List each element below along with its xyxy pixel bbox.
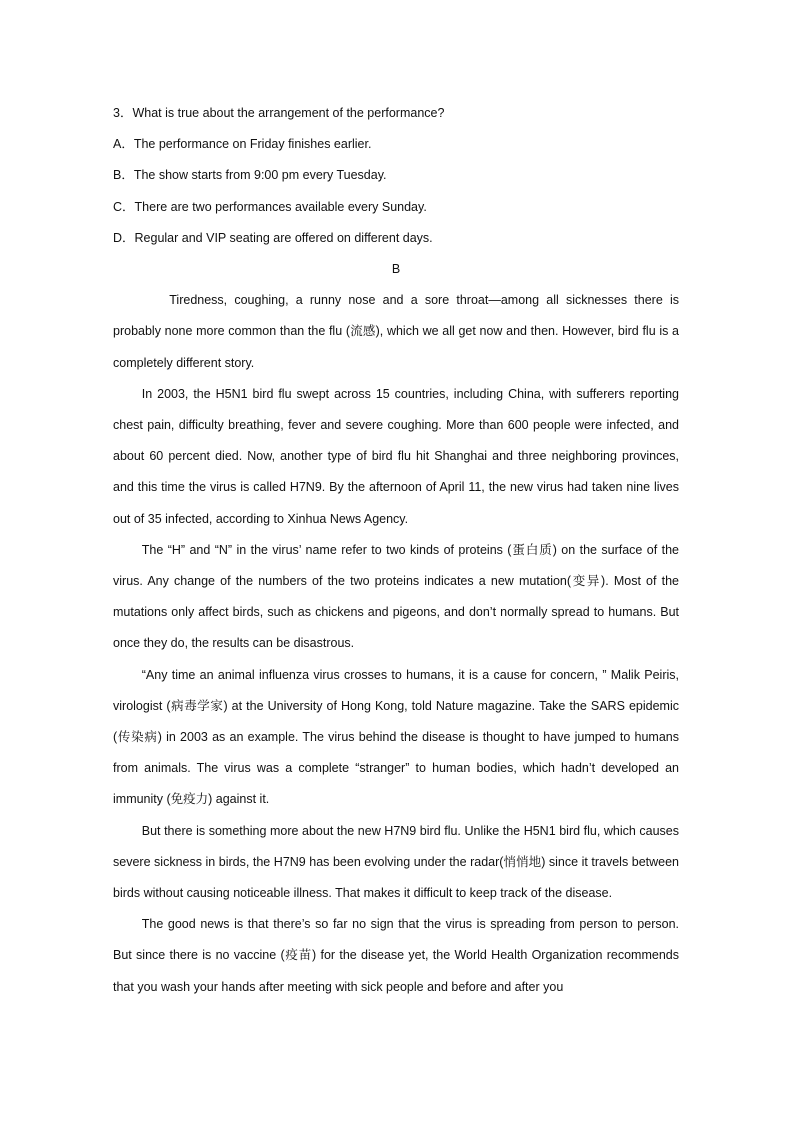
question-stem: 3．What is true about the arrangement of the performance? [113, 106, 445, 120]
document-page [113, 98, 679, 1003]
paragraph-4: “Any time an animal influenza virus crosses to humans, it is a cause for concern, ” Malik Peiris, virologist (病毒学家) at the University of Hong Kong, told Nature magazine. Take the SARS epidemic (传染病) in 2003 as an example. The virus behind the disease is thought to have jumped to humans from animals. The virus was a complete “stranger” to human bodies, which hadn’t developed an immunity (免疫力) against it. [113, 667, 679, 807]
option-b: B．The show starts from 9:00 pm every Tuesday. [113, 168, 387, 183]
passage-label: B [391, 262, 401, 277]
option-a: A．The performance on Friday finishes earlier. [113, 137, 372, 152]
paragraph-1: Tiredness, coughing, a runny nose and a sore throat—among all sicknesses there is probably none more common than the flu (流感), which we all get now and then. However, bird flu is a completely different story. [113, 293, 679, 370]
paragraph-2: In 2003, the H5N1 bird flu swept across 15 countries, including China, with sufferers reporting chest pain, difficulty breathing, fever and severe coughing. More than 600 people were infected, and about 60 percent died. Now, another type of bird flu hit Shanghai and three neighboring provinces, and this time the virus is called H7N9. By the afternoon of April 11, the new virus had taken nine lives out of 35 infected, according to Xinhua News Agency. [113, 386, 679, 526]
paragraph-5: But there is something more about the new H7N9 bird flu. Unlike the H5N1 bird flu, which causes severe sickness in birds, the H7N9 has been evolving under the radar(悄悄地) since it travels between birds without causing noticeable illness. That makes it difficult to keep track of the disease. [113, 823, 679, 901]
option-c: C．There are two performances available every Sunday. [113, 199, 427, 214]
paragraph-6: The good news is that there’s so far no sign that the virus is spreading from person to person. But since there is no vaccine (疫苗) for the disease yet, the World Health Organization recommends that you wash your hands after meeting with sick people and before and after you [113, 917, 679, 994]
paragraph-3: The “H” and “N” in the virus’ name refer to two kinds of proteins (蛋白质) on the surface of the virus. Any change of the numbers of the two proteins indicates a new mutation(变异). Most of the mutations only affect birds, such as chickens and pigeons, and don’t normally spread to humans. But once they do, the results can be disastrous. [113, 542, 679, 651]
option-d: D．Regular and VIP seating are offered on different days. [113, 230, 433, 245]
